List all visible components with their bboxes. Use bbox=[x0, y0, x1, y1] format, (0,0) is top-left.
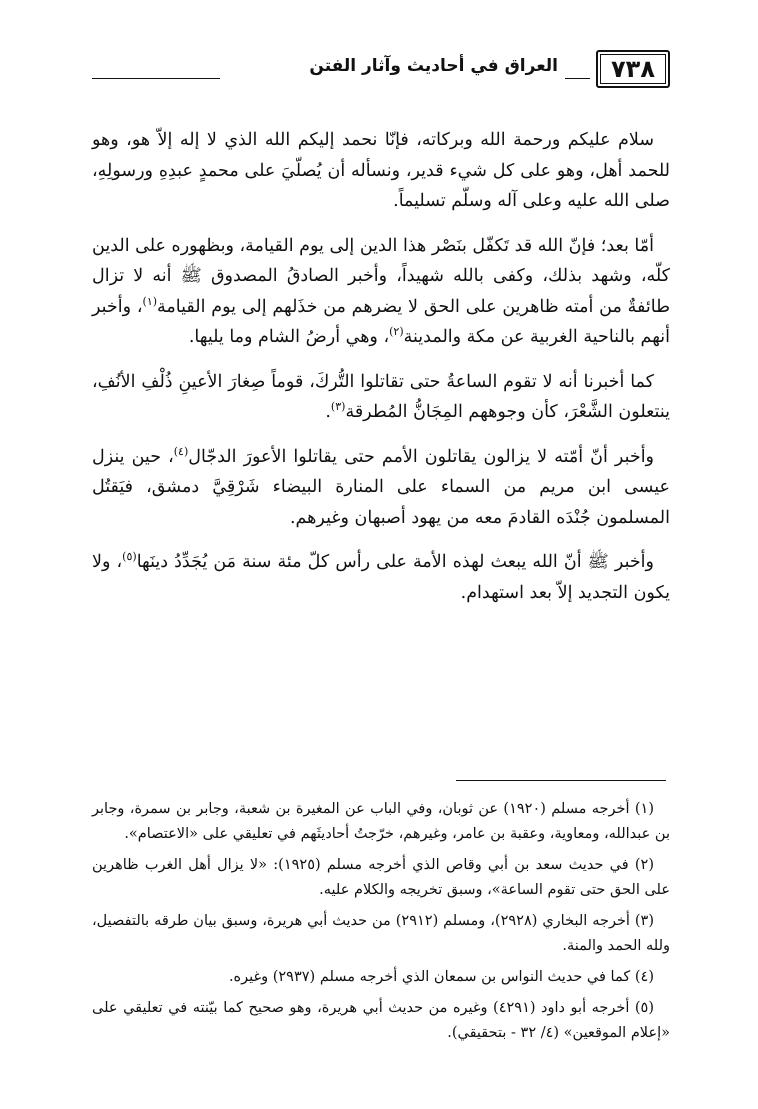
footnote-ref-5[interactable]: (٥) bbox=[122, 550, 137, 564]
main-text bbox=[92, 125, 670, 622]
header-rule-right bbox=[565, 78, 590, 79]
footnote-ref-4[interactable]: (٤) bbox=[173, 444, 189, 458]
paragraph-5-text: وأخبر ﷺ أنّ الله يبعث لهذه الأمة على رأس كلّ مئة سنة مَن يُجَدِّدُ دينَها bbox=[136, 552, 654, 572]
footnote-ref-3[interactable]: (٣) bbox=[330, 400, 346, 414]
paragraph-5-end: ، ولا يكون التجديد إلاّ بعد استهدام. bbox=[92, 552, 670, 603]
paragraph-3 bbox=[92, 367, 670, 428]
paragraph-1-text: سلام عليكم ورحمة الله وبركاته، فإنّا نحمد إليكم الله الذي لا إله إلاّ هو، وهو للحمد أهل، وهو على كل شيء قدير، ونسأله أن يُصلّيَ على محمدٍ عبدِهِ ورسولِهِ، صلى الله عليه وعلى آله وسلّم تسليماً. bbox=[92, 130, 670, 211]
paragraph-3-end: . bbox=[325, 402, 331, 422]
page-number-box bbox=[596, 50, 670, 88]
footnote-separator bbox=[456, 780, 666, 781]
paragraph-3-text: كما أخبرنا أنه لا تقوم الساعةُ حتى تقاتلوا التُّركَ، قوماً صِغارَ الأعينِ ذُلْفِ الأنُفِ، ينتعلون الشَّعْرَ، كأن وجوههم المِجَانُّ المُطرقة bbox=[92, 371, 670, 422]
paragraph-4 bbox=[92, 442, 670, 534]
paragraph-2-mid: ، وأخبر أنهم بالناحية الغربية عن مكة والمدينة bbox=[92, 296, 670, 347]
paragraph-1 bbox=[92, 125, 670, 217]
paragraph-5 bbox=[92, 547, 670, 608]
footnote-4: (٤) كما في حديث النواس بن سمعان الذي أخرجه مسلم (٢٩٣٧) وغيره. bbox=[228, 969, 654, 985]
paragraph-2-end: ، وهي أرضُ الشام وما يليها. bbox=[188, 327, 390, 347]
header-rule-left bbox=[92, 78, 220, 79]
footnote-ref-2[interactable]: (٢) bbox=[389, 325, 404, 339]
paragraph-4-text: وأخبر أنّ أمّته لا يزالون يقاتلون الأمم حتى يقاتلوا الأعورَ الدجّال bbox=[188, 446, 655, 467]
footnote-5: (٥) أخرجه أبو داود (٤٢٩١) وغيره من حديث أبي هريرة، وهو صحيح كما بيّنته في تعليقي على «إعلام الموقعين» (٤/ ٣٢ - بتحقيقي). bbox=[92, 1000, 670, 1041]
footnote-3: (٣) أخرجه البخاري (٢٩٢٨)، ومسلم (٢٩١٢) من حديث أبي هريرة، وسبق بيان طرقه بالتفصيل، ولله الحمد والمنة. bbox=[92, 913, 670, 954]
running-title: العراق في أحاديث وآثار الفتن bbox=[309, 56, 558, 76]
footnote-ref-1[interactable]: (١) bbox=[142, 294, 158, 308]
page-number: ٧٣٨ bbox=[611, 55, 655, 83]
footnote-2: (٢) في حديث سعد بن أبي وقاص الذي أخرجه مسلم (١٩٢٥): «لا يزال أهل الغرب ظاهرين على الحق حتى تقوم الساعة»، وسبق تخريجه والكلام عليه. bbox=[92, 857, 670, 898]
paragraph-4-end: ، حين ينزل عيسى ابن مريم من السماء على المنارة البيضاء شَرْقِيَّ دمشق، فيَقتُل المسلمون جُنْدَه القادمَ معه من يهود أصبهان وغيرهم. bbox=[92, 446, 670, 528]
paragraph-2-text: أمّا بعد؛ فإنّ الله قد تَكفّل بنَصْر هذا الدين إلى يوم القيامة، وبظهوره على الدين كلّه، وشهد بذلك، وكفى بالله شهيداً، وأخبر الصادقُ المصدوق ﷺ أنه لا تزال طائفةٌ من أمته ظاهرين على الحق لا يضرهم من خذَلهم إلى يوم القيامة bbox=[92, 235, 671, 317]
footnote-1: (١) أخرجه مسلم (١٩٢٠) عن ثوبان، وفي الباب عن المغيرة بن شعبة، وجابر بن سمرة، وجابر بن عبدالله، ومعاوية، وعقبة بن عامر، وغيرهم، خرّجتُ أحاديثَهم في تعليقي على «الاعتصام». bbox=[92, 801, 670, 842]
page-header bbox=[92, 50, 670, 94]
footnotes bbox=[92, 797, 670, 1052]
paragraph-2 bbox=[92, 231, 670, 353]
